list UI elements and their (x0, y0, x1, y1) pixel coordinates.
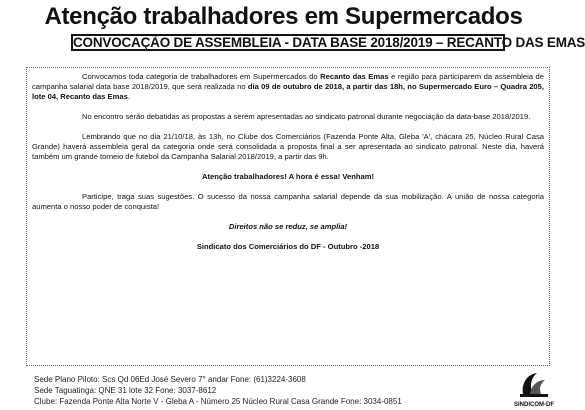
footer-contacts (34, 374, 402, 407)
invitation-date-place: dia 09 de outubro de 2018, a partir das 18h, no Supermercado Euro – Quadra 205, lote 04, Recanto das Emas (32, 82, 544, 101)
invitation-text-mid: e região para participarem da assembleia de campanha salarial data base 2018/2019, que será realizada no (32, 72, 544, 91)
paragraph-invitation (32, 72, 544, 102)
signature-text: Sindicato dos Comerciários do DF - Outubro -2018 (196, 242, 380, 251)
subtitle-banner: CONVOCAÇÃO DE ASSEMBLEIA - DATA BASE 2018/2019 – RECANTO DAS EMAS (73, 35, 585, 50)
invitation-location: Recanto das Emas (320, 72, 389, 81)
footer-line-clube: Clube: Fazenda Ponte Alta Norte V - Gleba A - Número 25 Núcleo Rural Casa Grande Fone: 3034-0851 (34, 397, 402, 406)
invitation-text-end: . (127, 92, 130, 101)
union-logo (511, 368, 557, 408)
paragraph-participate: Participe, traga suas sugestões. O sucesso da nossa campanha salarial depende da sua mobilização. A união de nossa categoria aumenta o nosso poder de conquista! (32, 192, 544, 211)
paragraph-general-assembly: Lembrando que no dia 21/10/18, às 13h, no Clube dos Comerciários (Fazenda Ponte Alta, Gleba 'A', chácara 25, Núcleo Rural Casa Grande) haverá assembleia geral da categoria onde será consolidada a proposta final a ser apresentada ao sindicato patronal. Neste dia, haverá também um grande torneio de futebol da Campanha Salarial 2018/2019, a partir das 9h. (32, 132, 544, 161)
footer-line-plano-piloto: Sede Plano Piloto: Scs Qd 06Ed José Severo 7° andar Fone: (61)3224-3608 (34, 375, 306, 384)
callout-text: Atenção trabalhadores! A hora é essa! Venham! (201, 172, 375, 181)
union-logo-icon (517, 368, 551, 398)
invitation-text-start: Convocamos toda categoria de trabalhadores em Supermercados do (82, 72, 321, 81)
announcement-body (26, 67, 550, 366)
footer-line-taguatinga: Sede Taguatinga: QNE 31 lote 32 Fone: 3037-8612 (34, 386, 217, 395)
paragraph-debate: No encontro serão debatidas as propostas a serem apresentadas ao sindicato patronal durante negociação da data-base 2018/2019. (82, 112, 531, 121)
logo-text: SINDICOM-DF (514, 402, 554, 408)
slogan-text: Direitos não se reduz, se amplia! (228, 222, 348, 231)
page-title: Atenção trabalhadores em Supermercados (44, 3, 523, 30)
